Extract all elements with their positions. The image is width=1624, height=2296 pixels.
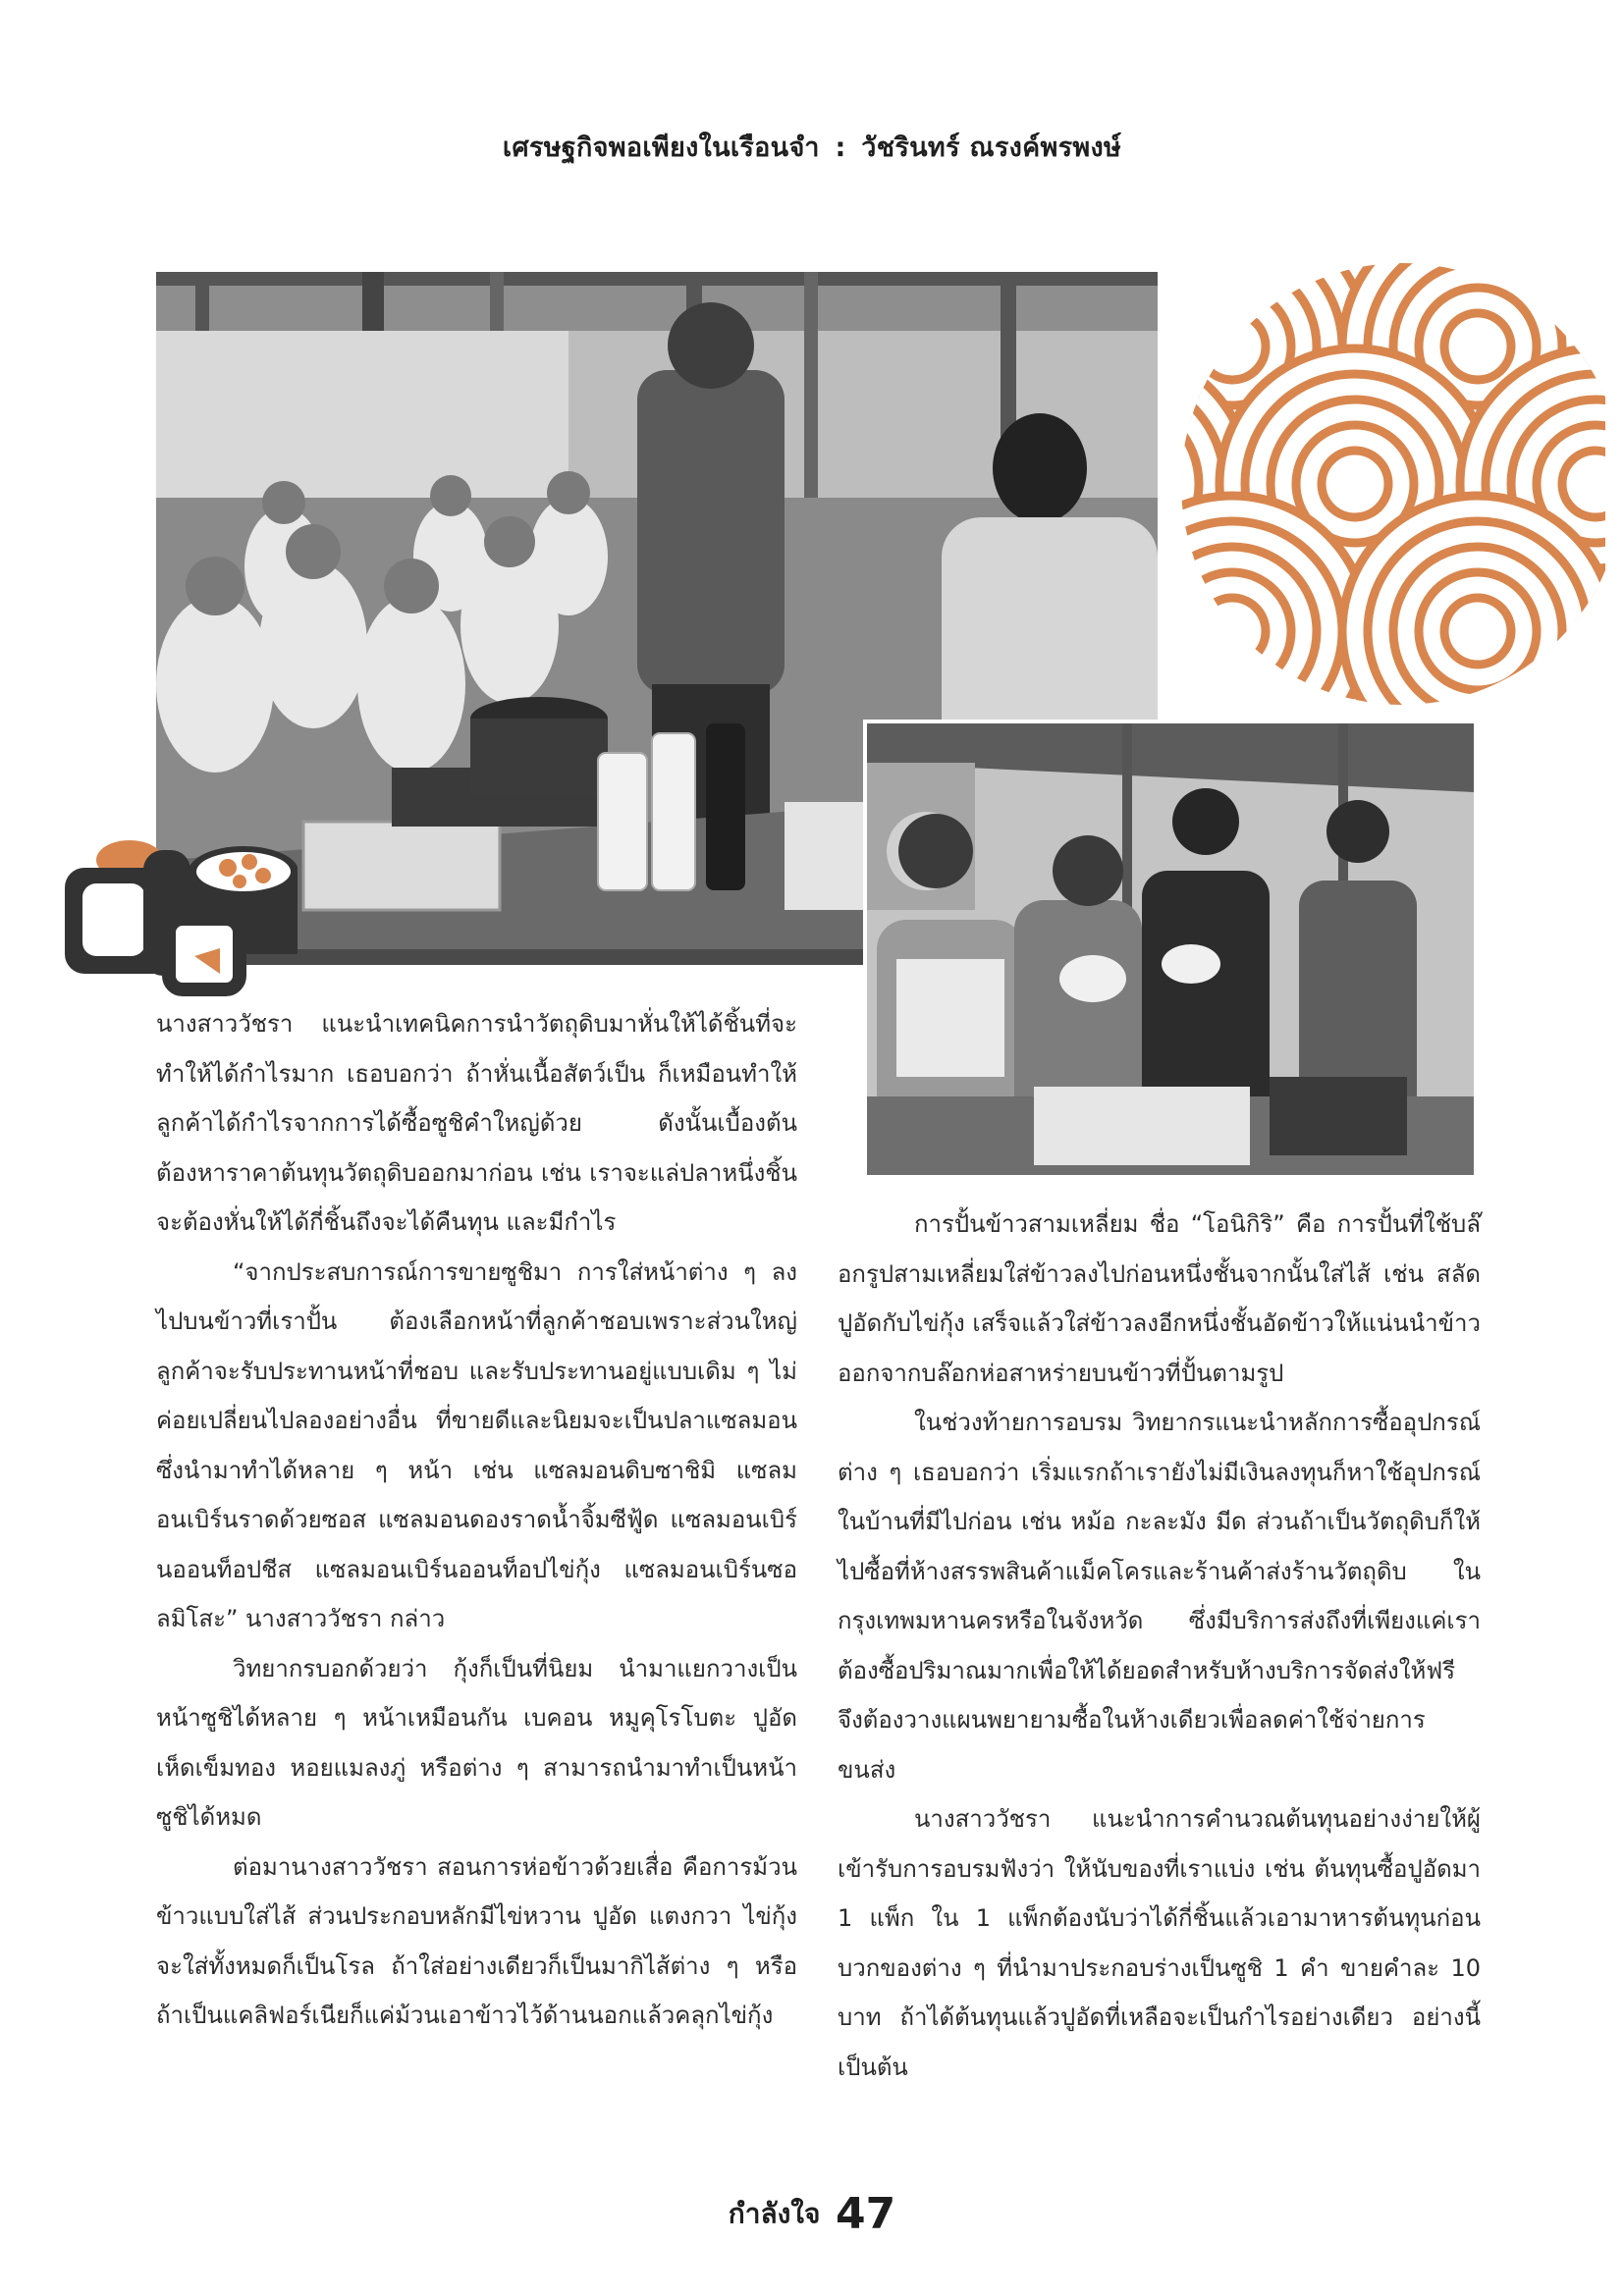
paragraph: วิทยากรบอกด้วยว่า กุ้งก็เป็นที่นิยม นำมาแยกวางเป็นหน้าซูชิได้หลาย ๆ หน้าเหมือนกัน เบคอน หมูคุโรโบตะ ปูอัด เห็ดเข็มทอง หอยแมลงภู่ หรือต่าง ๆ สามารถนำมาทำเป็นหน้าซูชิได้หมด <box>156 1654 797 1831</box>
page-number: 47 <box>835 2189 896 2239</box>
wave-cluster <box>1342 496 1605 754</box>
wave-pattern-decoration <box>1154 253 1605 754</box>
left-text-column <box>156 999 797 2041</box>
right-text-column <box>838 1200 1481 2092</box>
header-author: วัชรินทร์ ณรงค์พรพงษ์ <box>861 133 1122 163</box>
paragraph: นางสาววัชรา แนะนำเทคนิคการนำวัตถุดิบมาหั่นให้ได้ชิ้นที่จะทำให้ได้กำไรมาก เธอบอกว่า ถ้าหั่นเนื้อสัตว์เป็น ก็เหมือนทำให้ลูกค้าได้กำไรจากการได้ซื้อซูชิคำใหญ่ด้วย ดังนั้นเบื้องต้นต้องหาราคาต้นทุนวัตถุดิบออกมาก่อน เช่น เราจะแล่ปลาหนึ่งชิ้นจะต้องหั่นให้ได้กี่ชิ้นถึงจะได้คืนทุน และมีกำไร <box>156 1010 797 1236</box>
photo-illustration <box>867 723 1474 1175</box>
sushi-icon <box>47 821 298 997</box>
magazine-name: กำลังใจ <box>728 2197 821 2230</box>
paragraph: ในช่วงท้ายการอบรม วิทยากรแนะนำหลักการซื้ออุปกรณ์ต่าง ๆ เธอบอกว่า เริ่มแรกถ้าเรายังไม่มีเงินลงทุนก็หาใช้อุปกรณ์ในบ้านที่มีไปก่อน เช่น หม้อ กะละมัง มีด ส่วนถ้าเป็นวัตถุดิบก็ให้ไปซื้อที่ห้างสรรพสินค้าแม็คโครและร้านค้าส่งร้านวัตถุดิบ ในกรุงเทพมหานครหรือในจังหวัด ซึ่งมีบริการส่งถึงที่เพียงแค่เราต้องซื้อปริมาณมากเพื่อให้ได้ยอดสำหรับห้างบริการจัดส่งให้ฟรี จึงต้องวางแผนพยายามซื้อในห้างเดียวเพื่อลดค่าใช้จ่ายการขนส่ง <box>838 1409 1481 1784</box>
header-separator: : <box>835 133 846 163</box>
header-title: เศรษฐกิจพอเพียงในเรือนจำ <box>502 133 820 163</box>
paragraph: ต่อมานางสาววัชรา สอนการห่อข้าวด้วยเสื่อ คือการม้วนข้าวแบบใส่ไส้ ส่วนประกอบหลักมีไข่หวาน ปูอัด แตงกวา ไข่กุ้ง จะใส่ทั้งหมดก็เป็นโรล ถ้าใส่อย่างเดียวก็เป็นมากิไส้ต่าง ๆ หรือถ้าเป็นแคลิฟอร์เนียก็แค่ม้วนเอาข้าวไว้ด้านนอกแล้วคลุกไข่กุ้ง <box>156 1852 797 2029</box>
page-footer <box>0 2189 1624 2239</box>
instructors-photo <box>863 720 1478 1179</box>
paragraph: นางสาววัชรา แนะนำการคำนวณต้นทุนอย่างง่ายให้ผู้เข้ารับการอบรมฟังว่า ให้นับของที่เราแบ่ง เช่น ต้นทุนซื้อปูอัดมา 1 แพ็ก ใน 1 แพ็กต้องนับว่าได้กี่ชิ้นแล้วเอามาหารต้นทุนก่อนบวกของต่าง ๆ ที่นำมาประกอบร่างเป็นซูชิ 1 คำ ขายคำละ 10 บาท ถ้าได้ต้นทุนแล้วปูอัดที่เหลือจะเป็นกำไรอย่างเดียว อย่างนี้เป็นต้น <box>838 1805 1481 2081</box>
paragraph: การปั้นข้าวสามเหลี่ยม ชื่อ “โอนิกิริ” คือ การปั้นที่ใช้บล๊อกรูปสามเหลี่ยมใส่ข้าวลงไปก่อนหนึ่งชั้นจากนั้นใส่ไส้ เช่น สลัดปูอัดกับไข่กุ้ง เสร็จแล้วใส่ข้าวลงอีกหนึ่งชั้นอัดข้าวให้แน่นนำข้าวออกจากบล๊อกห่อสาหร่ายบนข้าวที่ปั้นตามรูป <box>838 1210 1481 1387</box>
paragraph: “จากประสบการณ์การขายซูชิมา การใส่หน้าต่าง ๆ ลงไปบนข้าวที่เราปั้น ต้องเลือกหน้าที่ลูกค้าชอบเพราะส่วนใหญ่ลูกค้าจะรับประทานหน้าที่ชอบ และรับประทานอยู่แบบเดิม ๆ ไม่ค่อยเปลี่ยนไปลองอย่างอื่น ที่ขายดีและนิยมจะเป็นปลาแซลมอน ซึ่งนำมาทำได้หลาย ๆ หน้า เช่น แซลมอนดิบซาชิมิ แซลมอนเบิร์นราดด้วยซอส แซลมอนดองราดน้ำจิ้มซีฟู้ด แซลมอนเบิร์นออนท็อปชีส แซลมอนเบิร์นออนท็อปไข่กุ้ง แซลมอนเบิร์นซอลมิโสะ” นางสาววัชรา กล่าว <box>156 1257 797 1632</box>
page-header <box>0 126 1624 168</box>
